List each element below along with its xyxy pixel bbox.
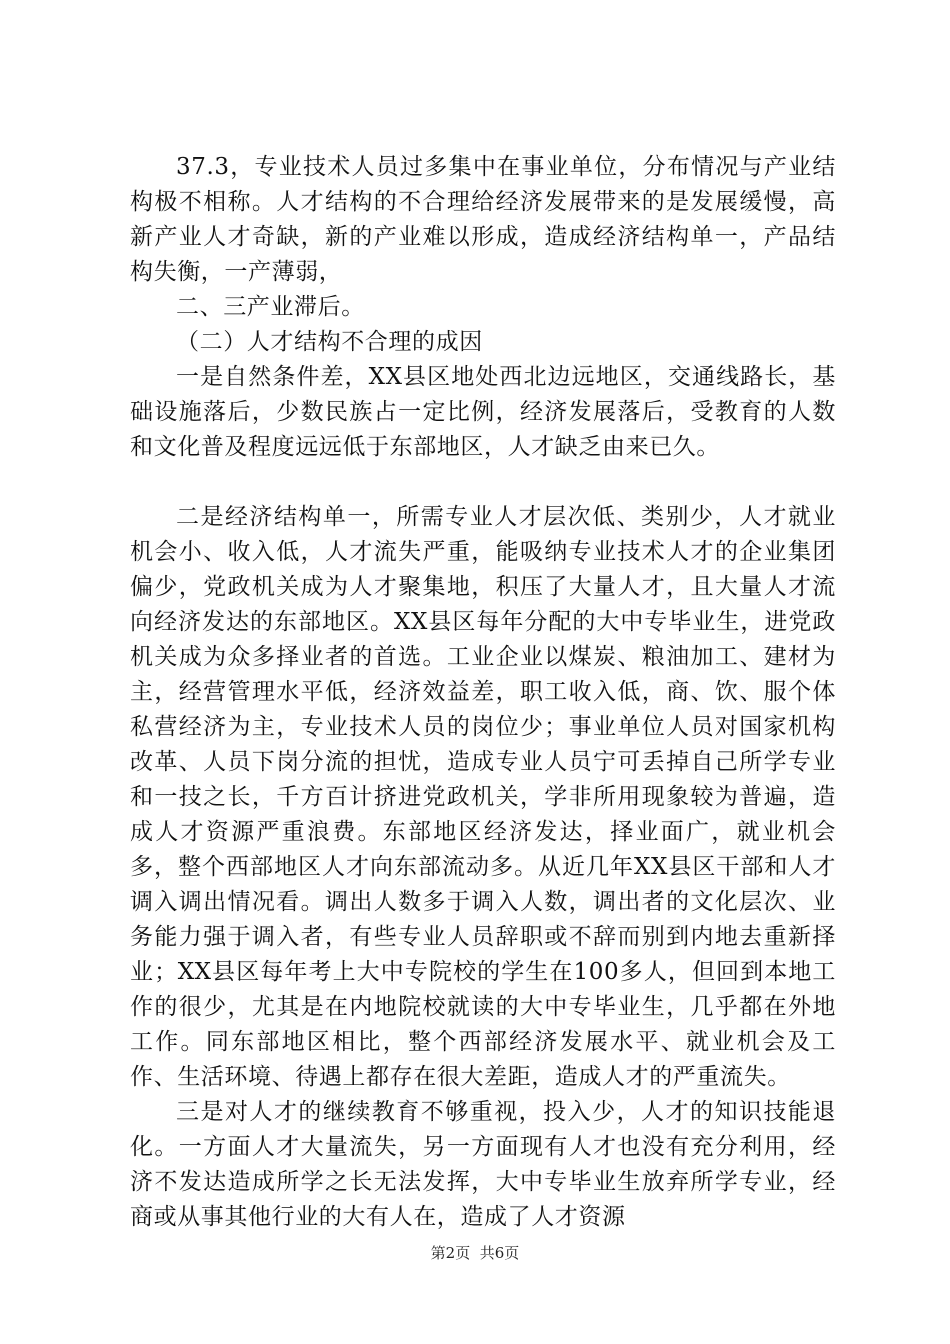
paragraph-gap — [130, 465, 836, 500]
page-total: 共6页 — [479, 1244, 520, 1262]
paragraph-talent-structure-stats: 37.3，专业技术人员过多集中在事业单位，分布情况与产业结构极不相称。人才结构的不合理给经济发展带来的是发展缓慢，高新产业人才奇缺，新的产业难以形成，造成经济结构单一，产品结构失衡，一产薄弱， — [130, 154, 836, 285]
page-footer — [0, 1243, 950, 1263]
section-heading-causes: （二）人才结构不合理的成因 — [176, 329, 483, 355]
paragraph-cause-natural-conditions: 一是自然条件差，XX县区地处西北边远地区，交通线路长，基础设施落后，少数民族占一定比例，经济发展落后，受教育的人数和文化普及程度远远低于东部地区，人才缺乏由来已久。 — [130, 364, 836, 460]
document-body — [130, 150, 836, 1235]
paragraph-industry-lag: 二、三产业滞后。 — [176, 294, 365, 320]
paragraph-cause-economic-structure: 二是经济结构单一，所需专业人才层次低、类别少，人才就业机会小、收入低，人才流失严重，能吸纳专业技术人才的企业集团偏少，党政机关成为人才聚集地，积压了大量人才，且大量人才流向经济发达的东部地区。XX县区每年分配的大中专毕业生，进党政机关成为众多择业者的首选。工业企业以煤炭、粮油加工、建材为主，经营管理水平低，经济效益差，职工收入低，商、饮、服个体私营经济为主，专业技术人员的岗位少；事业单位人员对国家机构改革、人员下岗分流的担忧，造成专业人员宁可丢掉自己所学专业和一技之长，千方百计挤进党政机关，学非所用现象较为普遍，造成人才资源严重浪费。东部地区经济发达，择业面广，就业机会多，整个西部地区人才向东部流动多。从近几年XX县区干部和人才调入调出情况看。调出人数多于调入人数，调出者的文化层次、业务能力强于调入者，有些专业人员辞职或不辞而别到内地去重新择业；XX县区每年考上大中专院校的学生在100多人，但回到本地工作的很少，尤其是在内地院校就读的大中专毕业生，几乎都在外地工作。同东部地区相比，整个西部经济发展水平、就业机会及工作、生活环境、待遇上都存在很大差距，造成人才的严重流失。 — [130, 504, 836, 1090]
page-number: 第2页 — [430, 1244, 471, 1262]
paragraph-cause-continuing-education: 三是对人才的继续教育不够重视，投入少，人才的知识技能退化。一方面人才大量流失，另一方面现有人才也没有充分利用，经济不发达造成所学之长无法发挥，大中专毕业生放弃所学专业，经商或从事其他行业的大有人在，造成了人才资源 — [130, 1099, 836, 1230]
